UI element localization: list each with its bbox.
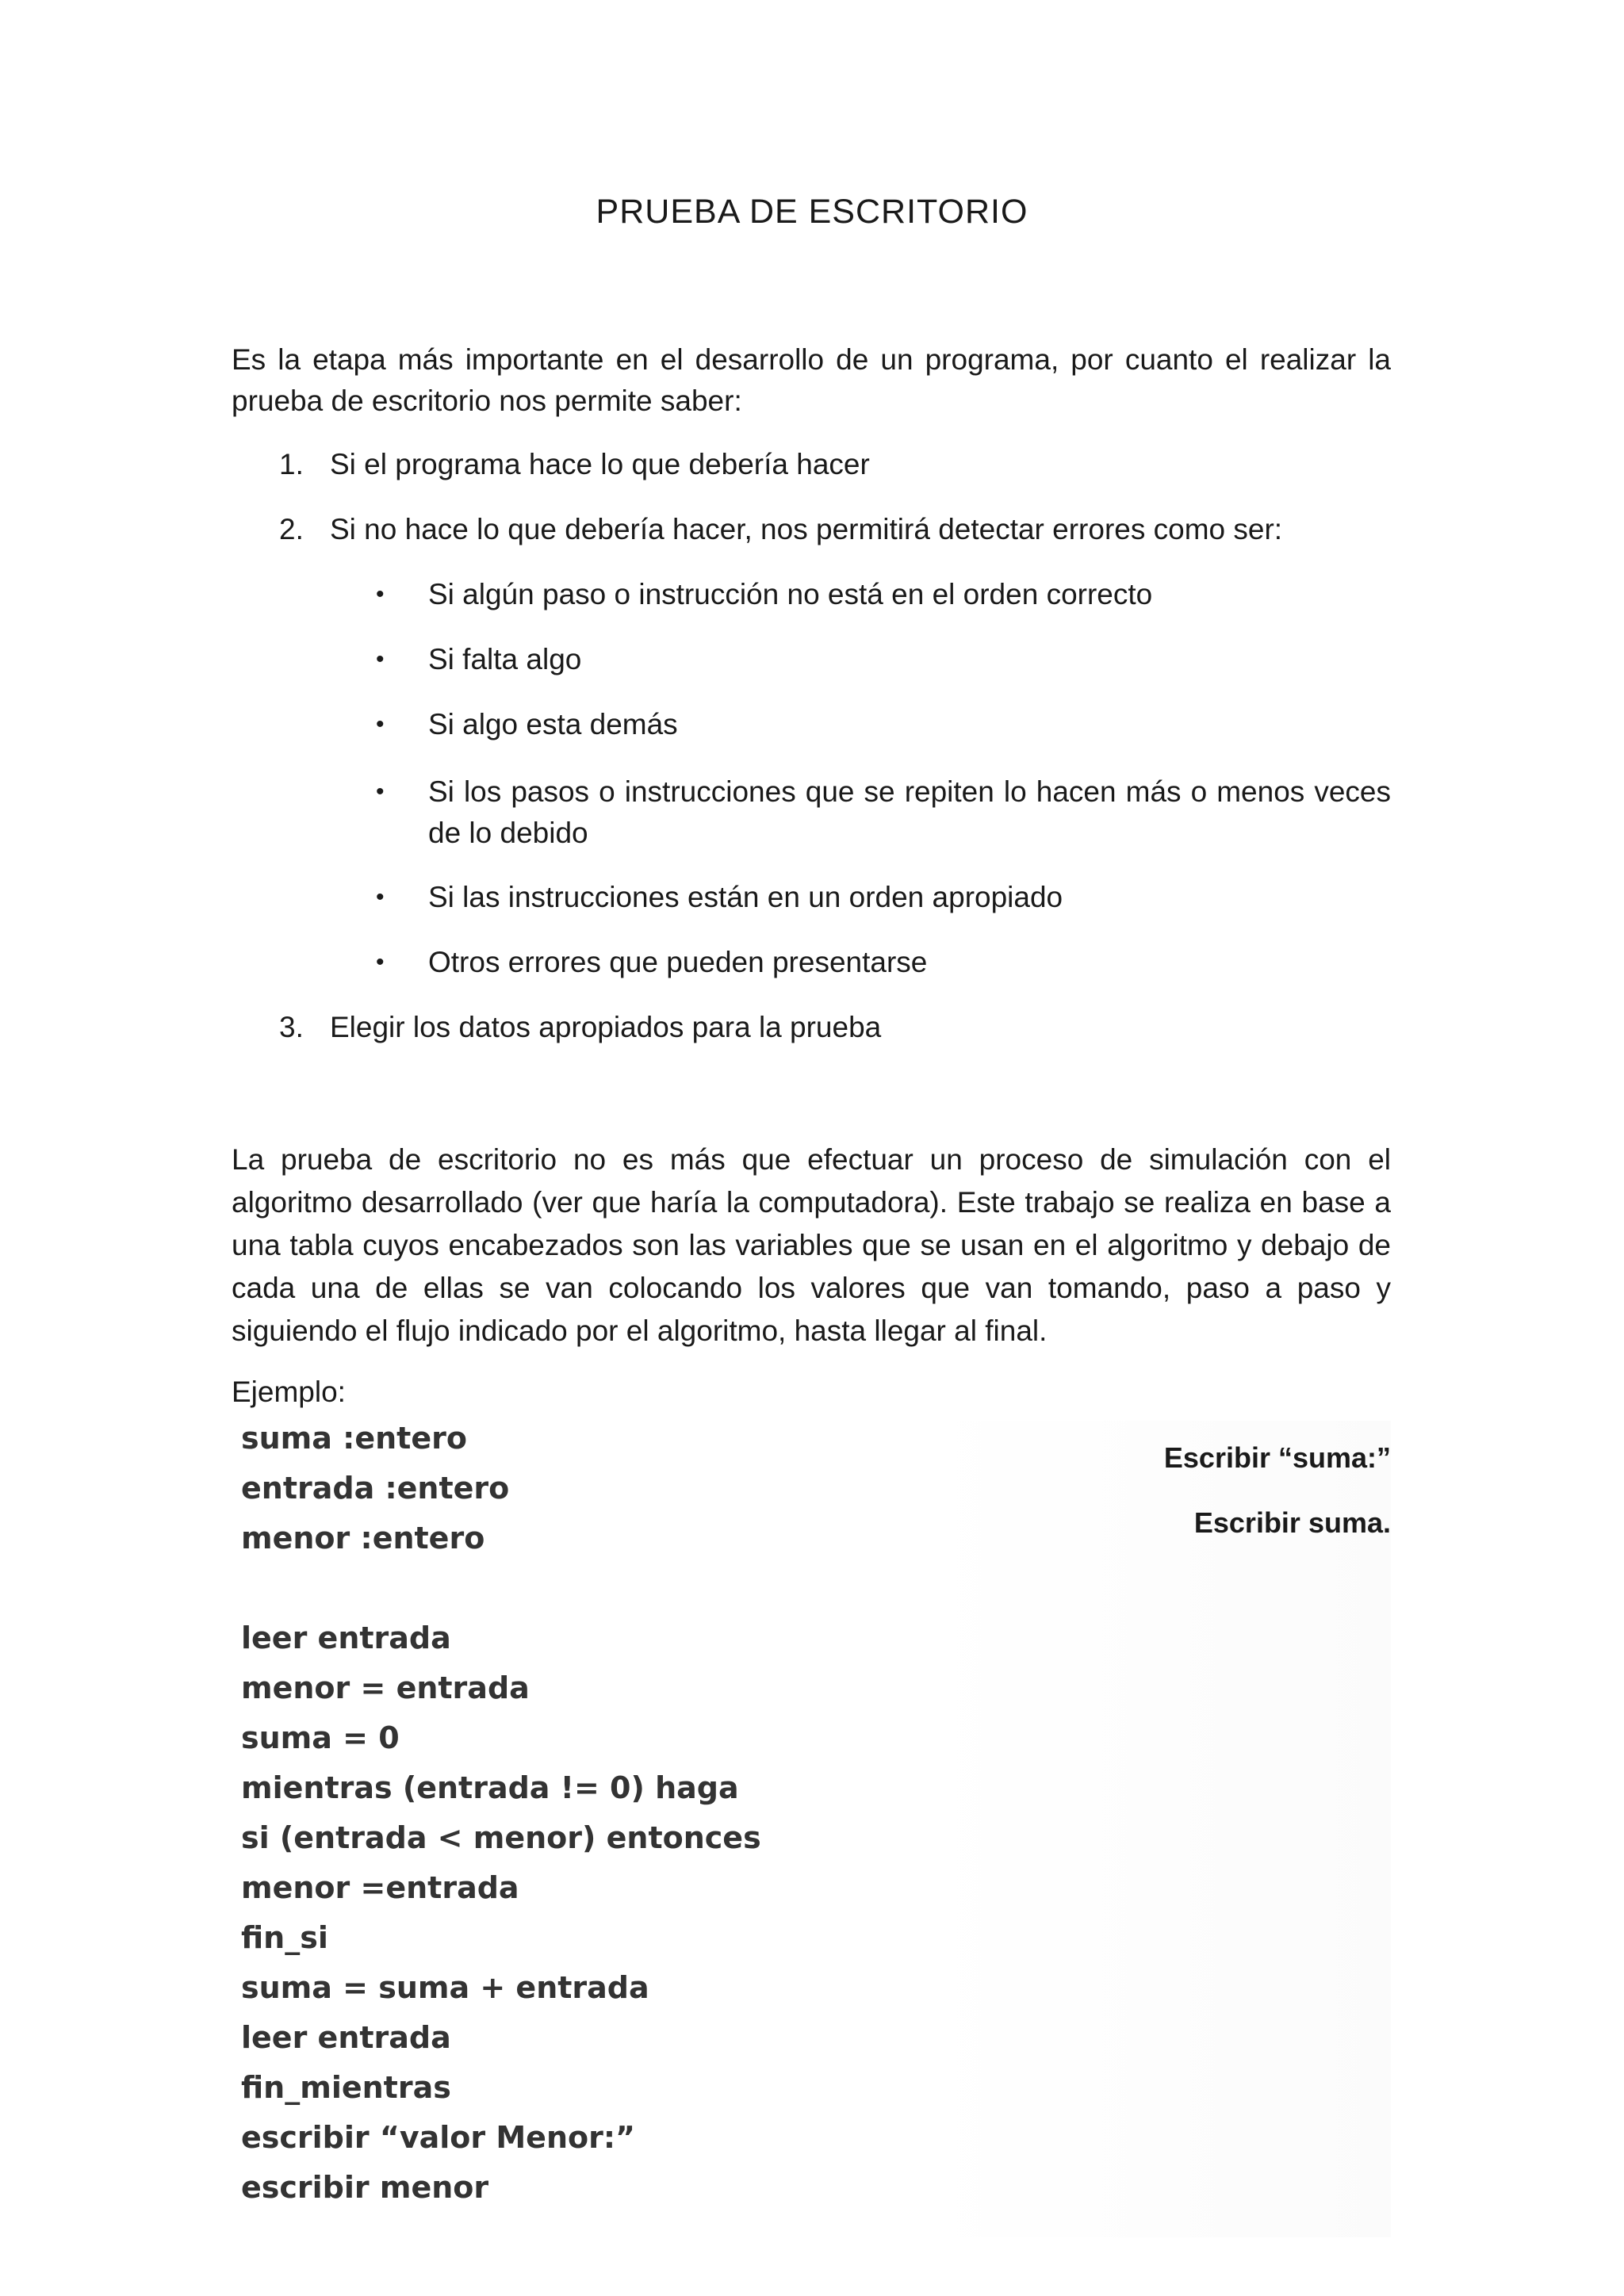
code-line: escribir menor: [241, 2170, 489, 2205]
bullet-item-3: [376, 704, 1391, 745]
code-line: fin_mientras: [241, 2070, 451, 2105]
code-line: menor :entero: [241, 1521, 485, 1556]
right-code-line-2: Escribir suma.: [1193, 1506, 1391, 1539]
pseudocode-block: [232, 1421, 1391, 2237]
right-code-line-1: Escribir “suma:”: [1163, 1441, 1391, 1474]
bullet-dot: •: [376, 779, 385, 805]
numbered-item-3: [279, 1007, 881, 1048]
bullet-text: Si falta algo: [428, 643, 582, 675]
item-text: Si el programa hace lo que debería hacer: [330, 448, 870, 480]
bullet-text: Si los pasos o instrucciones que se repiten lo hacen más o menos veces de lo debido: [428, 775, 1391, 849]
example-label: Ejemplo:: [232, 1376, 346, 1408]
bullet-item-6: [376, 942, 1391, 983]
code-line: escribir “valor Menor:”: [241, 2120, 636, 2155]
numbered-item-1: [279, 444, 870, 485]
bullet-text: Si algún paso o instrucción no está en el orden correcto: [428, 578, 1153, 610]
item-text: Elegir los datos apropiados para la prueba: [330, 1011, 882, 1043]
code-line: menor =entrada: [241, 1870, 519, 1905]
bullet-dot: •: [376, 711, 385, 737]
code-line: suma = 0: [241, 1720, 400, 1755]
bullet-dot: •: [376, 884, 385, 910]
code-line: menor = entrada: [241, 1670, 530, 1705]
bullet-text: Otros errores que pueden presentarse: [428, 946, 928, 978]
code-line: leer entrada: [241, 2020, 451, 2055]
code-line: fin_si: [241, 1920, 328, 1955]
item-text: Si no hace lo que debería hacer, nos permitirá detectar errores como ser:: [330, 513, 1283, 545]
bullet-item-5: [376, 877, 1391, 918]
item-number: 3.: [279, 1011, 304, 1043]
bullet-dot: •: [376, 949, 385, 975]
item-number: 2.: [279, 513, 304, 545]
bullet-dot: •: [376, 581, 385, 607]
code-line: leer entrada: [241, 1621, 451, 1655]
bullet-dot: •: [376, 646, 385, 672]
intro-paragraph: Es la etapa más importante en el desarrollo de un programa, por cuanto el realizar la prueba de escritorio nos permite saber:: [232, 343, 1391, 417]
document-title: PRUEBA DE ESCRITORIO: [596, 193, 1028, 231]
code-line: entrada :entero: [241, 1471, 510, 1506]
simulation-paragraph: La prueba de escritorio no es más que efectuar un proceso de simulación con el algoritmo desarrollado (ver que haría la computadora). Este trabajo se realiza en base a una tabla cuyos encabezados son las variables que se usan en el algoritmo y debajo de cada una de ellas se van colocando los valores que van tomando, paso a paso y siguiendo el flujo indicado por el algoritmo, hasta llegar al final.: [232, 1143, 1391, 1347]
bullet-text: Si las instrucciones están en un orden apropiado: [428, 881, 1063, 913]
bullet-text: Si algo esta demás: [428, 708, 678, 740]
item-number: 1.: [279, 448, 304, 480]
code-line: mientras (entrada != 0) haga: [241, 1770, 739, 1805]
bullet-item-4: [376, 771, 1391, 854]
code-line: suma = suma + entrada: [241, 1970, 649, 2005]
bullet-item-2: [376, 639, 1391, 680]
numbered-item-2: [279, 509, 1282, 550]
code-line: si (entrada < menor) entonces: [241, 1820, 761, 1855]
code-line: suma :entero: [241, 1421, 467, 1456]
bullet-item-1: [376, 574, 1391, 615]
